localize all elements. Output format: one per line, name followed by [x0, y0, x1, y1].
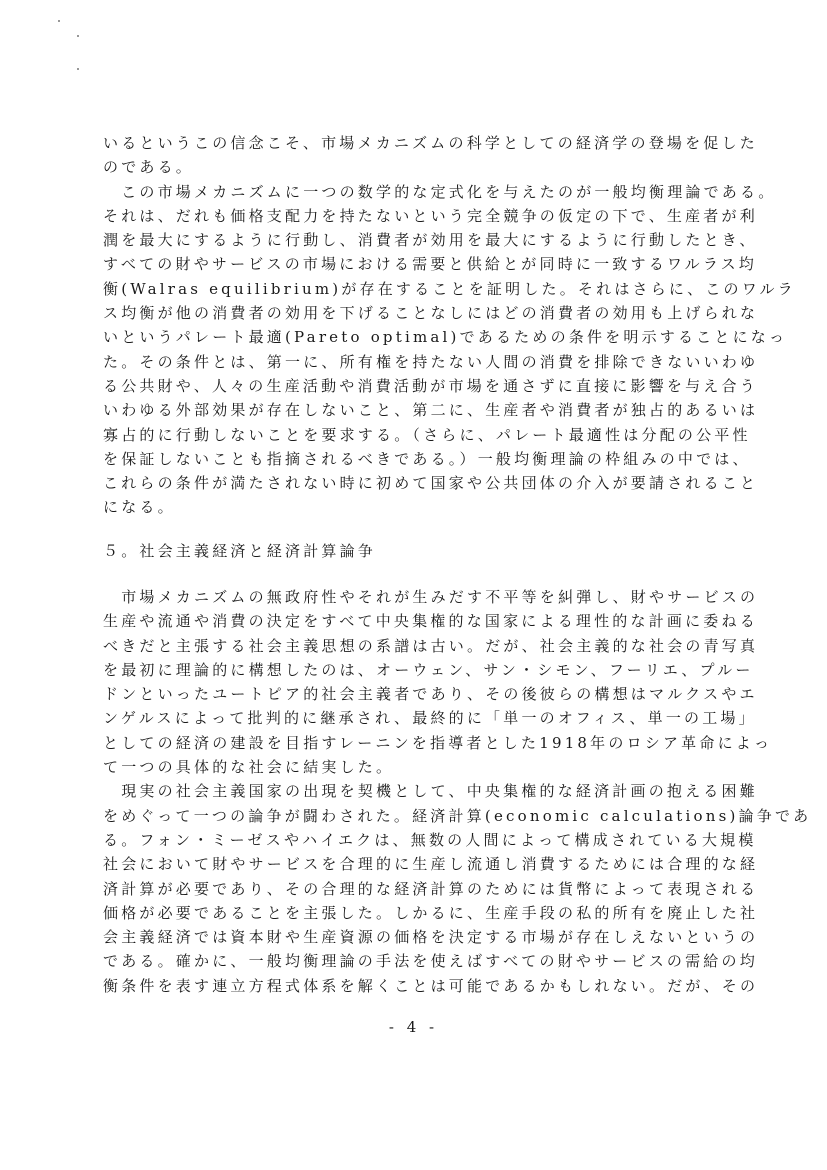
text-line: これらの条件が満たされない時に初めて国家や公共団体の介入が要請されること — [103, 474, 759, 493]
text-line: 潤を最大にするように行動し、消費者が効用を最大にするように行動したとき、 — [103, 231, 758, 250]
text-line: ンゲルスによって批判的に継承され、最終的に「単一のオフィス、単一の工場」 — [103, 709, 757, 728]
text-line: をめぐって一つの論争が闘わされた。経済計算(economic calculations)論争であ — [103, 806, 812, 825]
text-line: 済計算が必要であり、その合理的な経済計算のためには貨幣によって表現される — [103, 879, 759, 898]
text-line: 現実の社会主義国家の出現を契機として、中央集権的な経済計画の抱える困難 — [103, 782, 758, 801]
text-line: べきだと主張する社会主義思想の系譜は古い。だが、社会主義的な社会の青写真 — [103, 636, 759, 655]
text-line: る公共財や、人々の生産活動や消費活動が市場を通さずに直接に影響を与え合う — [103, 376, 758, 395]
text-line: 衡(Walras equilibrium)が存在することを証明した。それはさらに、このワルラ — [103, 279, 796, 298]
text-line: それは、だれも価格支配力を持たないという完全競争の仮定の下で、生産者が利 — [103, 206, 758, 225]
text-line: この市場メカニズムに一つの数学的な定式化を与えたのが一般均衡理論である。 — [103, 182, 777, 201]
body-text-top — [103, 131, 796, 520]
text-line: る。フォン・ミーゼスやハイエクは、無数の人間によって構成されている大規模 — [103, 830, 757, 849]
text-line: になる。 — [103, 498, 176, 517]
text-line: いというパレート最適(Pareto optimal)であるための条件を明示することになっ — [103, 328, 788, 347]
text-line: ス均衡が他の消費者の効用を下げることなしにはどの消費者の効用も上げられな — [103, 304, 759, 323]
text-line: いるというこの信念こそ、市場メカニズムの科学としての経済学の登場を促した — [103, 134, 758, 152]
text-line: 価格が必要であることを主張した。しかるに、生産手段の私的所有を廃止した社 — [103, 903, 759, 922]
text-line: 生産や流通や消費の決定をすべて中央集権的な国家による理性的な計画に委ねる — [103, 612, 758, 631]
page-number: - 4 - — [388, 1018, 439, 1036]
text-line: 寡占的に行動しないことを要求する。（さらに、パレート最適性は分配の公平性 — [103, 425, 751, 444]
text-line: て一つの具体的な社会に結実した。 — [103, 758, 395, 777]
text-line: を最初に理論的に構想したのは、オーウェン、サン・シモン、フーリエ、プルー — [103, 660, 754, 679]
text-line: 社会において財やサービスを合理的に生産し流通し消費するためには合理的な経 — [103, 855, 759, 874]
text-line: である。確かに、一般均衡理論の手法を使えばすべての財やサービスの需給の均 — [103, 952, 758, 971]
text-line: を保証しないことも指摘されるべきである。）一般均衡理論の枠組みの中では、 — [103, 449, 751, 468]
scan-speck — [58, 20, 60, 22]
text-line: ドンといったユートピア的社会主義者であり、その後彼らの構想はマルクスやエ — [103, 685, 758, 704]
scan-speck — [77, 68, 79, 70]
text-line: としての経済の建設を目指すレーニンを指導者とした1918年のロシア革命によっ — [103, 733, 773, 752]
text-line: 会主義経済では資本財や生産資源の価格を決定する市場が存在しえないというの — [103, 928, 759, 947]
text-line: 衡条件を表す連立方程式体系を解くことは可能であるかもしれない。だが、その — [103, 976, 759, 995]
text-line: いわゆる外部効果が存在しないこと、第二に、生産者や消費者が独占的あるいは — [103, 401, 759, 420]
text-line: のである。 — [103, 158, 195, 177]
section-heading: ５。社会主義経済と経済計算論争 — [103, 542, 377, 560]
text-line: 市場メカニズムの無政府性やそれが生みだす不平等を糾弾し、財やサービスの — [103, 588, 759, 606]
text-line: すべての財やサービスの市場における需要と供給とが同時に一致するワルラス均 — [103, 255, 758, 274]
text-line: た。その条件とは、第一に、所有権を持たない人間の消費を排除できないいわゆ — [103, 352, 759, 371]
scan-speck — [77, 35, 79, 37]
body-text-bottom — [103, 585, 812, 998]
